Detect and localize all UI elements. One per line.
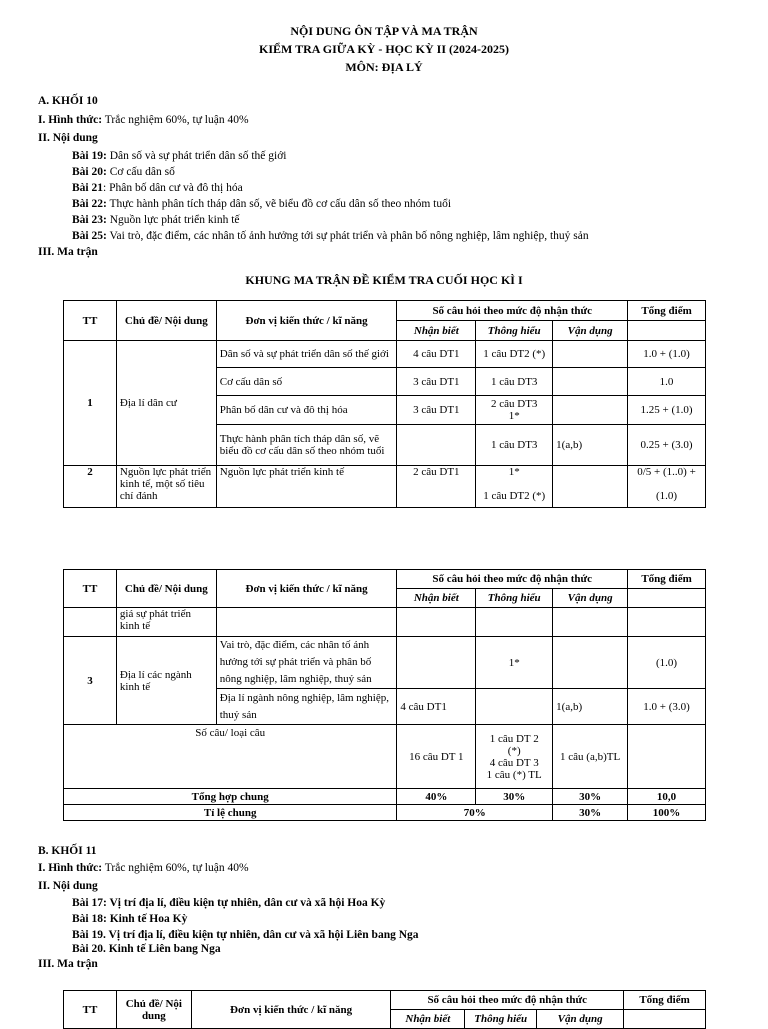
cell-recog-understand: 70% [397,805,553,821]
cell-recog: 4 câu DT1 [397,341,476,368]
header-topic: Chủ đề/ Nội dung [116,570,216,608]
cell-unit: Vai trò, đặc điểm, các nhân tố ảnh hưởng tới sự phát triển và phân bố nông nghiệp, lâm nghiệp, thuỷ sản [216,637,397,689]
lesson-item: Bài 18: Kinh tế Hoa Kỳ [72,913,188,925]
cell-topic: Nguồn lực phát triển kinh tế, một số tiêu chí đánh [116,466,216,508]
section-b-matrix-heading: III. Ma trận [38,958,98,970]
cell-understand: 1 câu DT3 [476,368,553,396]
lesson-text: Nguồn lực phát triển kinh tế [106,214,240,226]
cell-recog [397,425,476,466]
header-questions: Số câu hỏi theo mức độ nhận thức [397,301,628,321]
header-unit: Đơn vị kiến thức / kĩ năng [216,301,397,341]
matrix-table-1 [63,300,706,508]
table-row [64,608,706,637]
cell-unit: Địa lí ngành nông nghiệp, lâm nghiệp, thuỷ sản [216,689,397,725]
cell-topic: giá sự phát triển kinh tế [116,608,216,637]
cell-apply [553,341,628,368]
header-apply: Vận dụng [553,321,628,341]
cell-apply [553,637,628,689]
lesson-label: Bài 23: [72,214,107,226]
lesson-item: Bài 19. Vị trí địa lí, điều kiện tự nhiên, dân cư và xã hội Liên bang Nga [72,929,419,941]
cell-recog: 16 câu DT 1 [397,725,476,789]
cell-apply: 1(a,b) [553,689,628,725]
cell-understand [476,608,553,637]
header-topic: Chủ đề/ Nội dung [116,991,191,1029]
cell-understand: 1 câu DT2 (*) [476,341,553,368]
cell-total [628,608,706,637]
section-a-matrix-heading: III. Ma trận [38,246,98,258]
header-topic: Chủ đề/ Nội dung [116,301,216,341]
header-unit: Đơn vị kiến thức / kĩ năng [216,570,397,608]
cell-unit: Cơ cấu dân số [216,368,397,396]
section-a-heading: A. KHỐI 10 [38,95,98,107]
cell-understand: 2 câu DT3 1* [476,396,553,425]
cell-apply: 30% [553,805,628,821]
cell-unit: Dân số và sự phát triển dân số thế giới [216,341,397,368]
cell-total: 1.0 + (3.0) [628,689,706,725]
lesson-item [72,182,243,194]
section-b-heading: B. KHỐI 11 [38,845,97,857]
table-row [64,789,706,805]
lesson-label: Bài 22: [72,198,107,210]
cell-apply [553,368,628,396]
cell-unit: Nguồn lực phát triển kinh tế [216,466,397,508]
lesson-item [72,166,175,178]
table-title: KHUNG MA TRẬN ĐỀ KIỂM TRA CUỐI HỌC KÌ I [245,273,523,287]
cell-total: 1.25 + (1.0) [628,396,706,425]
cell-understand: 30% [476,789,553,805]
lesson-item [72,150,287,162]
cell-understand: 1 câu DT 2 (*) 4 câu DT 3 1 câu (*) TL [476,725,553,789]
section-a-content-heading: II. Nội dung [38,132,98,144]
lesson-label: Bài 21 [72,182,103,194]
header-tt: TT [64,570,117,608]
cell-sum-label: Tổng hợp chung [64,789,397,805]
form-label: I. Hình thức: [38,114,103,126]
empty-cell [624,1010,706,1029]
cell-understand: 1* [476,637,553,689]
header-recog: Nhận biết [391,1010,465,1029]
lesson-label: Bài 20: [72,166,107,178]
cell-total: 0.25 + (3.0) [628,425,706,466]
header-questions: Số câu hỏi theo mức độ nhận thức [397,570,628,589]
table-row [64,637,706,689]
cell-recog [397,608,476,637]
cell-total: (1.0) [628,637,706,689]
matrix-table-2 [63,569,706,821]
cell-total: 100% [628,805,706,821]
lesson-text: Vai trò, đặc điểm, các nhân tố ảnh hưởng tới sự phát triển và phân bố nông nghiệp, lâm nghiệp, thuỷ sản [106,230,589,242]
header-understand: Thông hiểu [476,321,553,341]
header-recog: Nhận biết [397,321,476,341]
cell-unit [216,608,397,637]
header-understand: Thông hiểu [476,589,553,608]
cell-total: 0/5 + (1..0) + (1.0) [628,466,706,508]
cell-total: 10,0 [628,789,706,805]
cell-understand [476,689,553,725]
lesson-text: : Phân bố dân cư và đô thị hóa [103,182,243,194]
section-a-form [38,114,249,126]
section-b-content-heading: II. Nội dung [38,880,98,892]
cell-apply: 1 câu (a,b)TL [553,725,628,789]
lesson-item [72,198,451,210]
section-b-form [38,862,249,874]
cell-ratio-label: Tỉ lệ chung [64,805,397,821]
cell-tt: 3 [64,637,117,725]
lesson-text: Dân số và sự phát triển dân số thế giới [106,150,287,162]
header-total: Tổng điểm [628,570,706,589]
cell-understand: 1 câu DT3 [476,425,553,466]
header-tt: TT [64,991,117,1029]
lesson-item: Bài 17: Vị trí địa lí, điều kiện tự nhiên, dân cư và xã hội Hoa Kỳ [72,897,386,909]
lesson-text: Cơ cấu dân số [106,166,175,178]
cell-apply [553,466,628,508]
cell-total: 1.0 + (1.0) [628,341,706,368]
cell-apply: 30% [553,789,628,805]
cell-recog: 3 câu DT1 [397,396,476,425]
empty-cell [628,321,706,341]
lesson-label: Bài 25: [72,230,107,242]
header-apply: Vận dụng [553,589,628,608]
cell-apply [553,608,628,637]
cell-tt: 2 [64,466,117,508]
cell-total: 1.0 [628,368,706,396]
cell-recog [397,637,476,689]
form-value: Trắc nghiệm 60%, tự luận 40% [102,114,249,126]
header-recog: Nhận biết [397,589,476,608]
header-tt: TT [64,301,117,341]
cell-unit: Thực hành phân tích tháp dân số, vẽ biểu đồ cơ cấu dân số theo nhóm tuổi [216,425,397,466]
cell-recog: 4 câu DT1 [397,689,476,725]
cell-total [628,725,706,789]
table-row [64,805,706,821]
cell-count-label: Số câu/ loại câu [64,725,397,789]
header-apply: Vận dụng [537,1010,624,1029]
cell-unit: Phân bố dân cư và đô thị hóa [216,396,397,425]
lesson-item: Bài 20. Kinh tế Liên bang Nga [72,943,221,955]
cell-topic: Địa lí dân cư [116,341,216,466]
doc-title-line-1: NỘI DUNG ÔN TẬP VÀ MA TRẬN [290,24,478,38]
cell-topic: Địa lí các ngành kinh tế [116,637,216,725]
lesson-text: Thực hành phân tích tháp dân số, vẽ biểu đồ cơ cấu dân số theo nhóm tuổi [106,198,452,210]
table-row [64,725,706,789]
doc-title-line-2: KIỂM TRA GIỮA KỲ - HỌC KỲ II (2024-2025) [258,42,509,56]
lesson-item [72,214,240,226]
cell-recog: 3 câu DT1 [397,368,476,396]
cell-tt [64,608,117,637]
header-understand: Thông hiểu [465,1010,537,1029]
cell-tt: 1 [64,341,117,466]
table-row [64,341,706,368]
doc-title-line-3: MÔN: ĐỊA LÝ [345,60,423,74]
header-unit: Đơn vị kiến thức / kĩ năng [191,991,391,1029]
header-total: Tổng điểm [628,301,706,321]
header-total: Tổng điểm [624,991,706,1010]
form-label: I. Hình thức: [38,862,103,874]
cell-apply [553,396,628,425]
empty-cell [628,589,706,608]
cell-apply: 1(a,b) [553,425,628,466]
cell-understand: 1* 1 câu DT2 (*) [476,466,553,508]
cell-recog: 40% [397,789,476,805]
matrix-table-3 [63,990,706,1029]
lesson-item [72,230,589,242]
form-value: Trắc nghiệm 60%, tự luận 40% [102,862,249,874]
cell-recog: 2 câu DT1 [397,466,476,508]
lesson-label: Bài 19: [72,150,107,162]
header-questions: Số câu hỏi theo mức độ nhận thức [391,991,624,1010]
table-row [64,466,706,508]
